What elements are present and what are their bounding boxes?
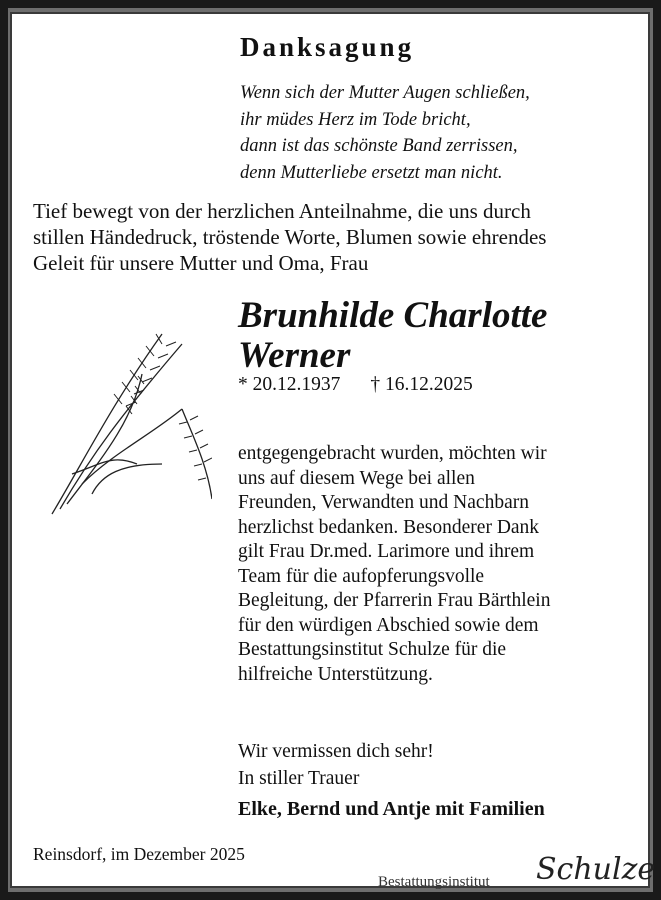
name-line: Werner bbox=[238, 335, 351, 376]
poem bbox=[240, 80, 530, 186]
body-line: Team für die aufopferungsvolle bbox=[238, 565, 485, 587]
heading: Danksagung bbox=[240, 32, 415, 62]
intro-line: Geleit für unsere Mutter und Oma, Frau bbox=[33, 251, 369, 275]
intro-text bbox=[33, 198, 546, 276]
closing-line: Wir vermissen dich sehr! bbox=[238, 741, 434, 762]
funeral-home-label: Bestattungsinstitut bbox=[378, 874, 490, 890]
name-line: Brunhilde Charlotte bbox=[238, 295, 548, 336]
body-line: Bestattungsinstitut Schulze für die bbox=[238, 639, 507, 660]
place-date: Reinsdorf, im Dezember 2025 bbox=[33, 844, 245, 864]
poem-line: denn Mutterliebe ersetzt man nicht. bbox=[240, 162, 503, 183]
closing-line: In stiller Trauer bbox=[238, 768, 360, 789]
obituary-notice bbox=[10, 12, 656, 890]
funeral-home-logo: Schulze bbox=[536, 852, 656, 887]
family-signature: Elke, Bernd und Antje mit Familien bbox=[238, 798, 545, 820]
poem-line: Wenn sich der Mutter Augen schließen, bbox=[240, 83, 530, 103]
closing-text bbox=[238, 738, 434, 792]
wheat-illustration bbox=[42, 314, 212, 524]
body-line: für den würdigen Abschied sowie dem bbox=[238, 614, 539, 636]
poem-line: ihr müdes Herz im Tode bricht, bbox=[240, 109, 471, 130]
body-line: uns auf diesem Wege bei allen bbox=[238, 467, 475, 489]
deceased-name bbox=[238, 296, 547, 376]
death-date: † 16.12.2025 bbox=[370, 374, 473, 395]
life-dates bbox=[238, 374, 503, 396]
birth-date: * 20.12.1937 bbox=[238, 374, 341, 395]
poem-line: dann ist das schönste Band zerrissen, bbox=[240, 136, 518, 156]
body-line: entgegengebracht wurden, möchten wir bbox=[238, 443, 547, 464]
body-line: hilfreiche Unterstützung. bbox=[238, 663, 433, 685]
intro-line: Tief bewegt von der herzlichen Anteilnahme, die uns durch bbox=[33, 199, 531, 223]
intro-line: stillen Händedruck, tröstende Worte, Blumen sowie ehrendes bbox=[33, 225, 547, 249]
body-line: Freunden, Verwandten und Nachbarn bbox=[238, 492, 529, 513]
body-line: herzlichst bedanken. Besonderer Dank bbox=[238, 516, 540, 538]
body-line: Begleitung, der Pfarrerin Frau Bärthlein bbox=[238, 590, 551, 611]
body-line: gilt Frau Dr.med. Larimore und ihrem bbox=[238, 541, 535, 562]
body-text bbox=[238, 442, 550, 687]
